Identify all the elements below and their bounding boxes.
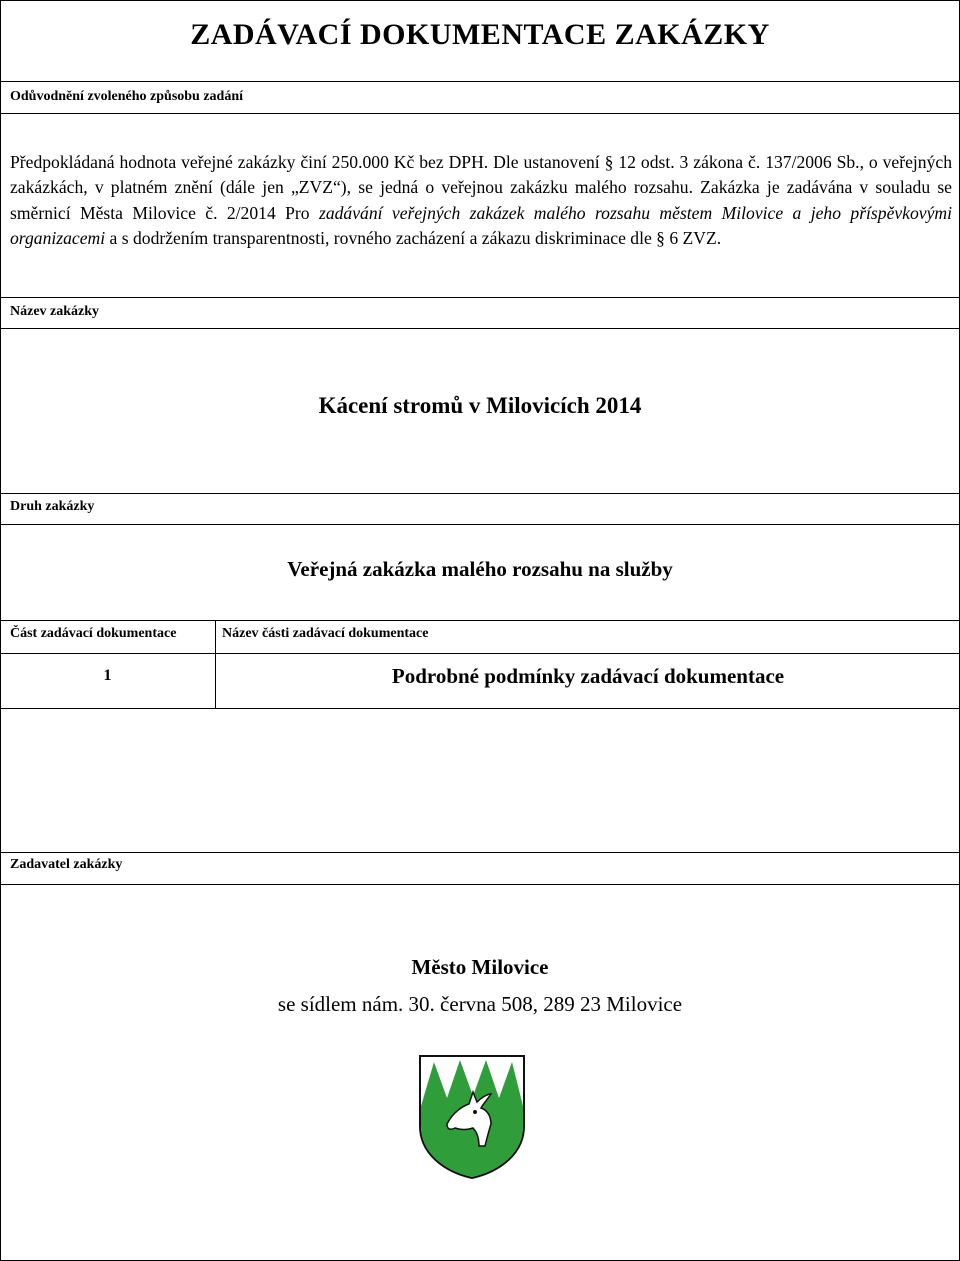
justification-text-italic: zadávání veřejných zakázek malého rozsahu městem Milovice a jeho příspěvkovými organizacemi (10, 202, 953, 249)
document-title: ZADÁVACÍ DOKUMENTACE ZAKÁZKY (190, 18, 770, 51)
justification-text (10, 150, 952, 252)
part-name-label: Název části zadávací dokumentace (222, 626, 429, 641)
justification-text-part: a s dodržením transparentnosti, rovného zacházení a zákazu diskriminace dle § 6 ZVZ. (105, 228, 722, 249)
part-label: Část zadávací dokumentace (10, 626, 177, 641)
rule (0, 297, 960, 298)
rule (0, 493, 960, 494)
rule (0, 708, 960, 709)
authority-address: se sídlem nám. 30. června 508, 289 23 Milovice (277, 992, 683, 1016)
rule (0, 81, 960, 82)
rule (0, 524, 960, 525)
rule (0, 113, 960, 114)
justification-text-part: Předpokládaná hodnota veřejné zakázky činí 250.000 Kč bez DPH. Dle ustanovení § 12 odst. 3 zákona č. 137/2006 Sb., o veřejných zakázkách, v platném znění (dále jen „ZVZ“), se jedná o veřejnou zakázku malého rozsahu. Zakázka je zadávána v souladu se směrnicí Města Milovice č. 2/2014 Pro (10, 152, 952, 223)
rule (0, 328, 960, 329)
contract-name: Kácení stromů v Milovicích 2014 (318, 393, 642, 418)
contract-type-label: Druh zakázky (10, 499, 95, 514)
rule (0, 620, 960, 621)
contract-type: Veřejná zakázka malého rozsahu na služby (287, 557, 673, 581)
justification-label: Odůvodnění zvoleného způsobu zadání (10, 89, 244, 104)
contracting-authority-label: Zadavatel zakázky (10, 857, 123, 872)
rule (0, 884, 960, 885)
part-number: 1 (103, 667, 112, 684)
rule (0, 852, 960, 853)
milovice-coat-of-arms-icon (417, 1054, 527, 1180)
authority-name: Město Milovice (411, 955, 549, 979)
rule (0, 653, 960, 654)
contract-name-label: Název zakázky (10, 304, 100, 319)
part-name: Podrobné podmínky zadávací dokumentace (391, 664, 785, 688)
